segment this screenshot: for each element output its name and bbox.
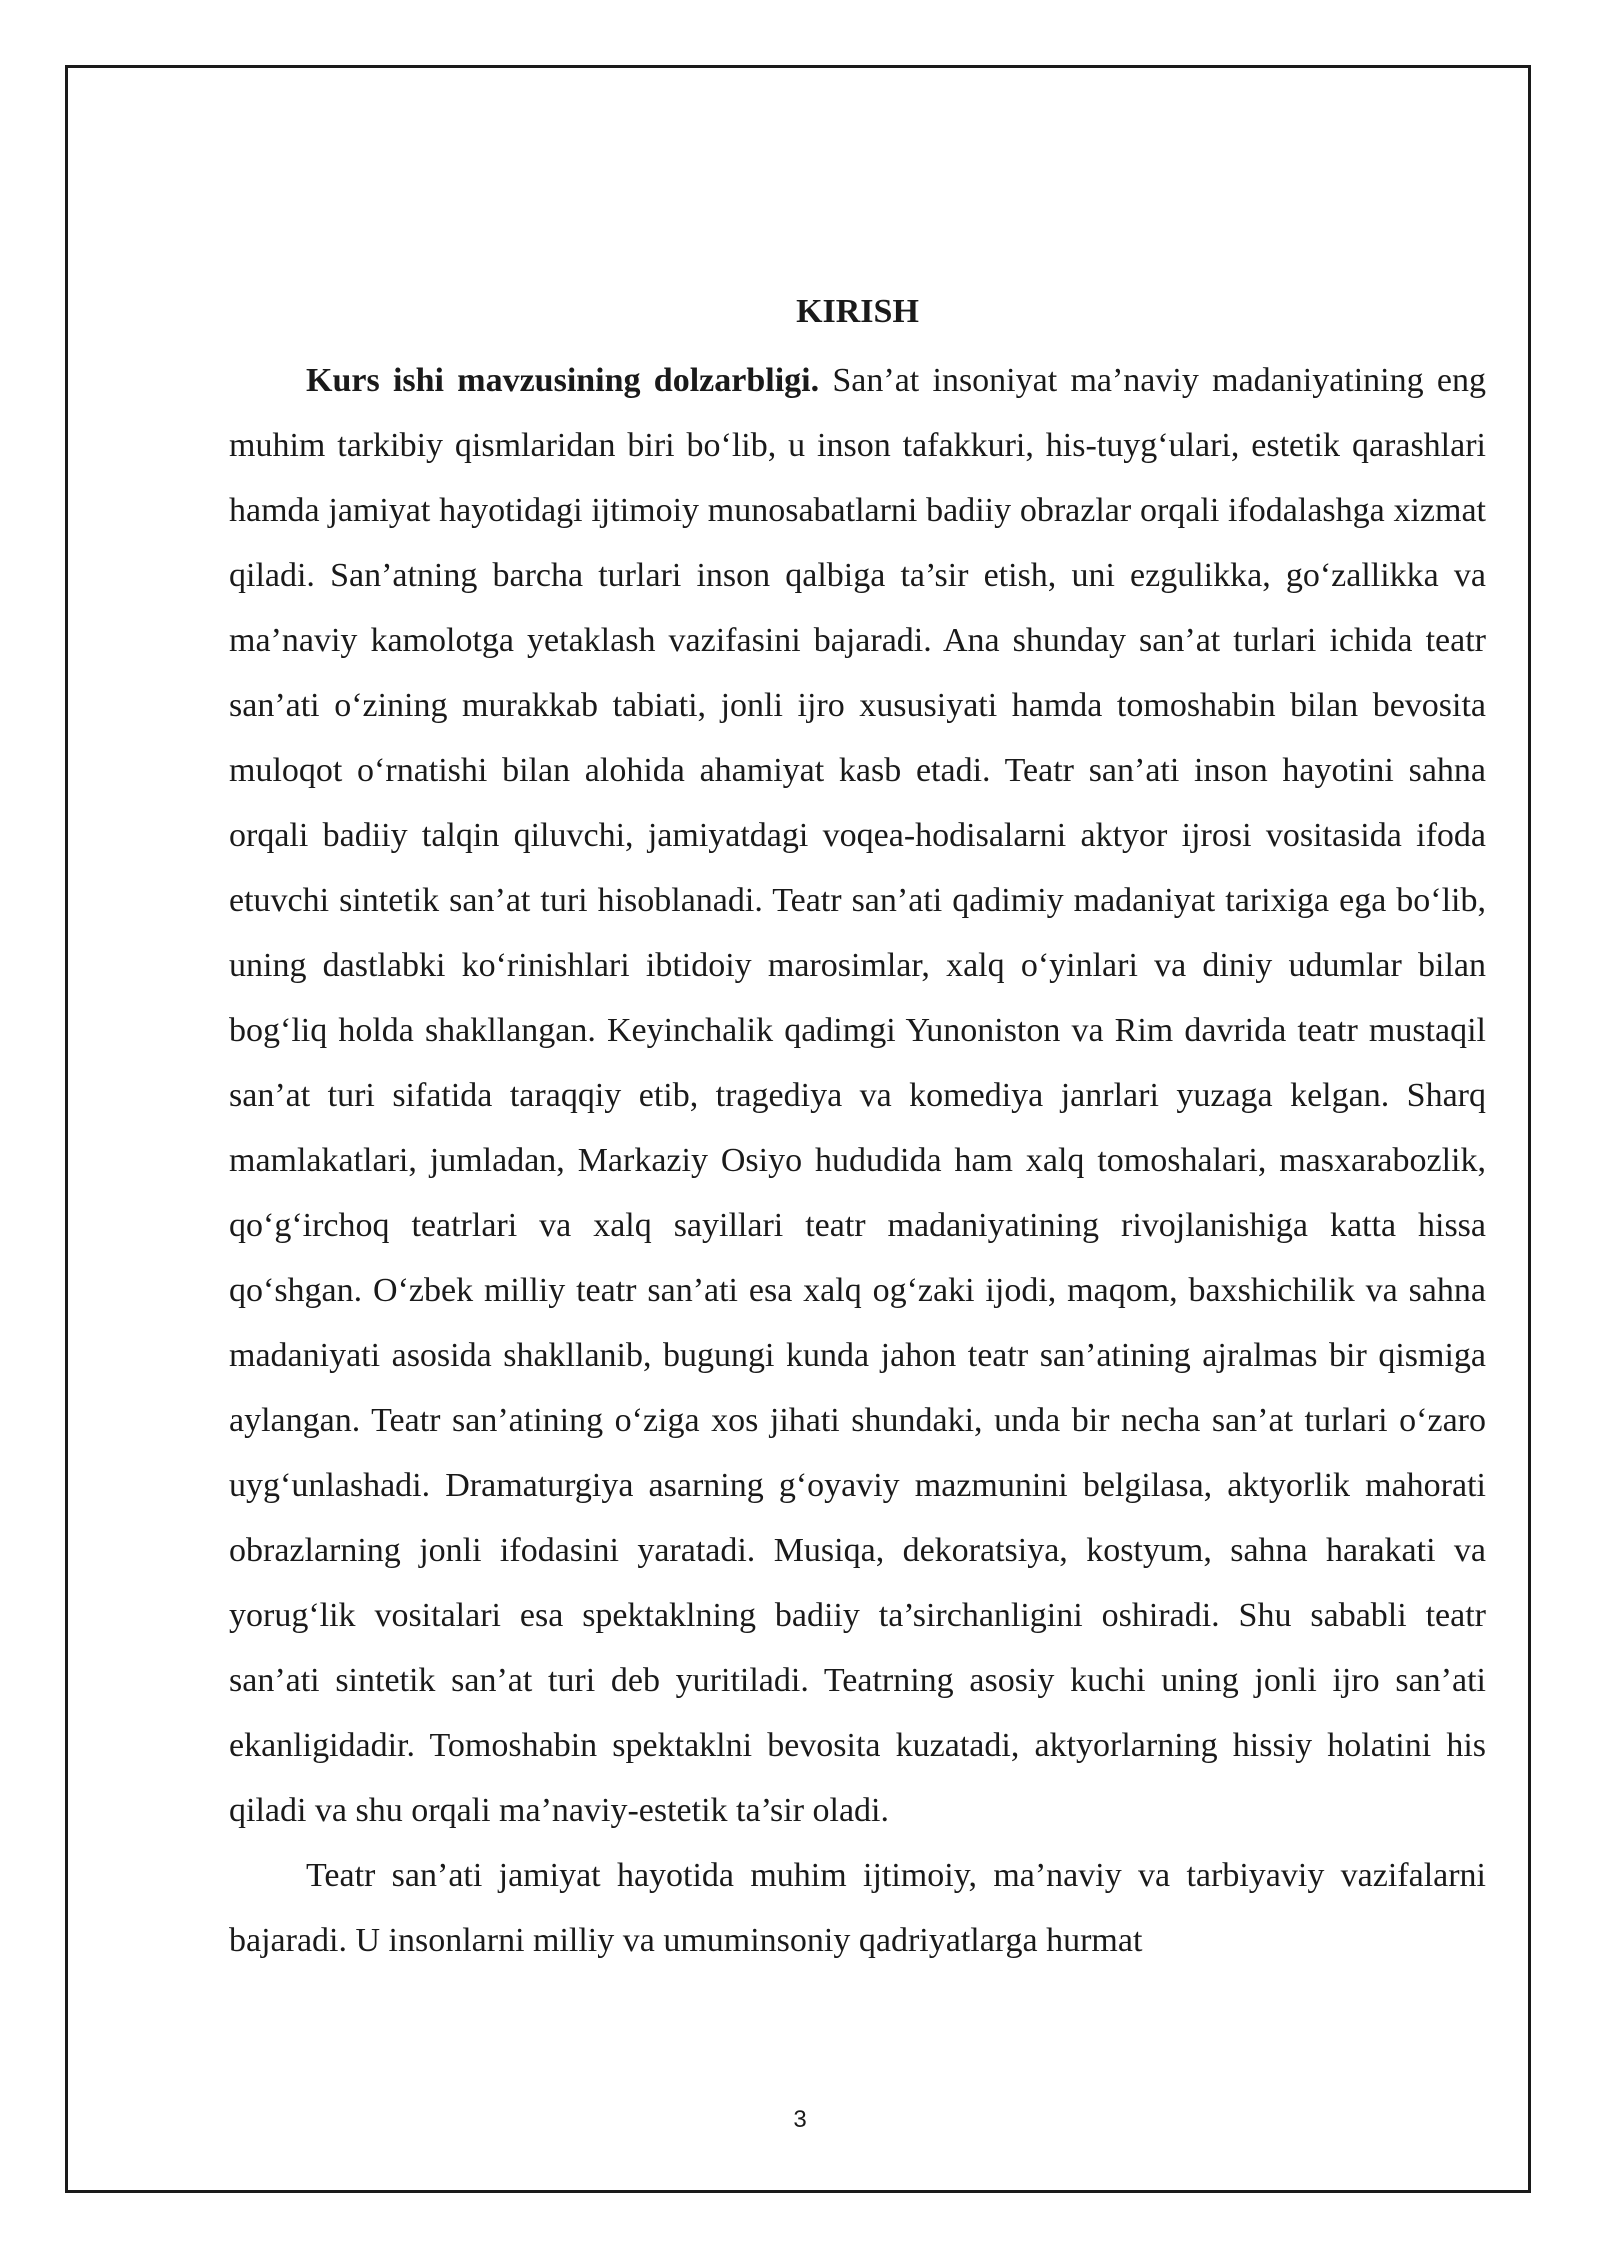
- section-heading: KIRISH: [796, 293, 919, 330]
- paragraph-2: [229, 1843, 1486, 1973]
- paragraph-2-text: Teatr san’ati jamiyat hayotida muhim ijtimoiy, ma’naviy va tarbiyaviy vazifalarni bajaradi. U insonlarni milliy va umuminsoniy qadriyatlarga hurmat: [229, 1857, 1486, 1959]
- page-number: 3: [793, 2106, 807, 2133]
- page-content: [229, 284, 1486, 1973]
- paragraph-1-lead: Kurs ishi mavzusining dolzarbligi.: [306, 362, 820, 399]
- paragraph-1-text: San’at insoniyat ma’naviy madaniyatining eng muhim tarkibiy qismlaridan biri bo‘lib, u inson tafakkuri, his-tuyg‘ulari, estetik qarashlari hamda jamiyat hayotidagi ijtimoiy munosabatlarni badiiy obrazlar orqali ifodalashga xizmat qiladi. San’atning barcha turlari inson qalbiga ta’sir etish, uni ezgulikka, go‘zallikka va ma’naviy kamolotga yetaklash vazifasini bajaradi. Ana shunday san’at turlari ichida teatr san’ati o‘zining murakkab tabiati, jonli ijro xususiyati hamda tomoshabin bilan bevosita muloqot o‘rnatishi bilan alohida ahamiyat kasb etadi. Teatr san’ati inson hayotini sahna orqali badiiy talqin qiluvchi, jamiyatdagi voqea-hodisalarni aktyor ijrosi vositasida ifoda etuvchi sintetik san’at turi hisoblanadi. Teatr san’ati qadimiy madaniyat tarixiga ega bo‘lib, uning dastlabki ko‘rinishlari ibtidoiy marosimlar, xalq o‘yinlari va diniy udumlar bilan bog‘liq holda shakllangan. Keyinchalik qadimgi Yunoniston va Rim davrida teatr mustaqil san’at turi sifatida taraqqiy etib, tragediya va komediya janrlari yuzaga kelgan. Sharq mamlakatlari, jumladan, Markaziy Osiyo hududida ham xalq tomoshalari, masxarabozlik, qo‘g‘irchoq teatrlari va xalq sayillari teatr madaniyatining rivojlanishiga katta hissa qo‘shgan. O‘zbek milliy teatr san’ati esa xalq og‘zaki ijodi, maqom, baxshichilik va sahna madaniyati asosida shakllanib, bugungi kunda jahon teatr san’atining ajralmas bir qismiga aylangan. Teatr san’atining o‘ziga xos jihati shundaki, unda bir necha san’at turlari o‘zaro uyg‘unlashadi. Dramaturgiya asarning g‘oyaviy mazmunini belgilasa, aktyorlik mahorati obrazlarning jonli ifodasini yaratadi. Musiqa, dekoratsiya, kostyum, sahna harakati va yorug‘lik vositalari esa spektaklning badiiy ta’sirchanligini oshiradi. Shu sababli teatr san’ati sintetik san’at turi deb yuritiladi. Teatrning asosiy kuchi uning jonli ijro san’ati ekanligidadir. Tomoshabin spektaklni bevosita kuzatadi, aktyorlarning hissiy holatini his qiladi va shu orqali ma’naviy-estetik ta’sir oladi.: [229, 362, 1486, 1829]
- paragraph-1: [229, 348, 1486, 1843]
